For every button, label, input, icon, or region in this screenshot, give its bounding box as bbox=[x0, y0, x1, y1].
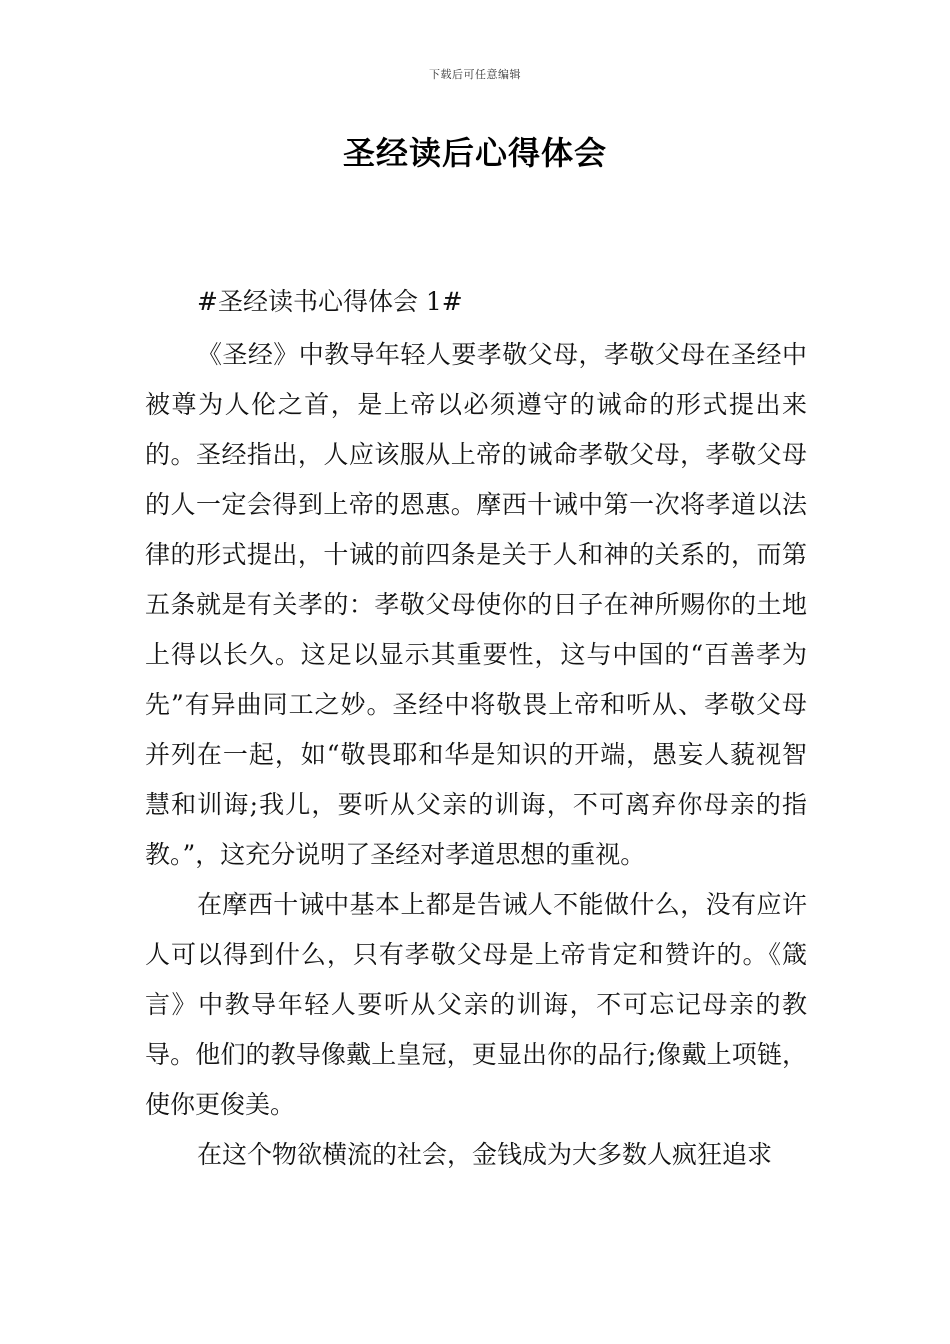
paragraph-3: 在这个物欲横流的社会，金钱成为大多数人疯狂追求 bbox=[197, 1140, 773, 1169]
paragraph-2: 在摩西十诫中基本上都是告诫人不能做什么，没有应许人可以得到什么，只有孝敬父母是上帝肯定和赞许的。《箴言》中教导年轻人要听从父亲的训诲，不可忘记母亲的教导。他们的教导像戴上皇冠，更显出你的品行;像戴上项链，使你更俊美。 bbox=[145, 890, 807, 1119]
section-heading: #圣经读书心得体会 1# bbox=[197, 287, 463, 316]
header-note: 下载后可任意编辑 bbox=[429, 68, 521, 81]
document-title: 圣经读后心得体会 bbox=[342, 134, 607, 172]
paragraph-1: 《圣经》中教导年轻人要孝敬父母，孝敬父母在圣经中被尊为人伦之首，是上帝以必须遵守的诫命的形式提出来的。圣经指出，人应该服从上帝的诫命孝敬父母，孝敬父母的人一定会得到上帝的恩惠。摩西十诫中第一次将孝道以法律的形式提出，十诫的前四条是关于人和神的关系的，而第五条就是有关孝的：孝敬父母使你的日子在神所赐你的土地上得以长久。这足以显示其重要性，这与中国的“百善孝为先”有异曲同工之妙。圣经中将敬畏上帝和听从、孝敬父母并列在一起，如“敬畏耶和华是知识的开端，愚妄人藐视智慧和训诲;我儿，要听从父亲的训诲，不可离弃你母亲的指教。”，这充分说明了圣经对孝道思想的重视。 bbox=[145, 340, 807, 869]
document-body bbox=[145, 282, 807, 1180]
